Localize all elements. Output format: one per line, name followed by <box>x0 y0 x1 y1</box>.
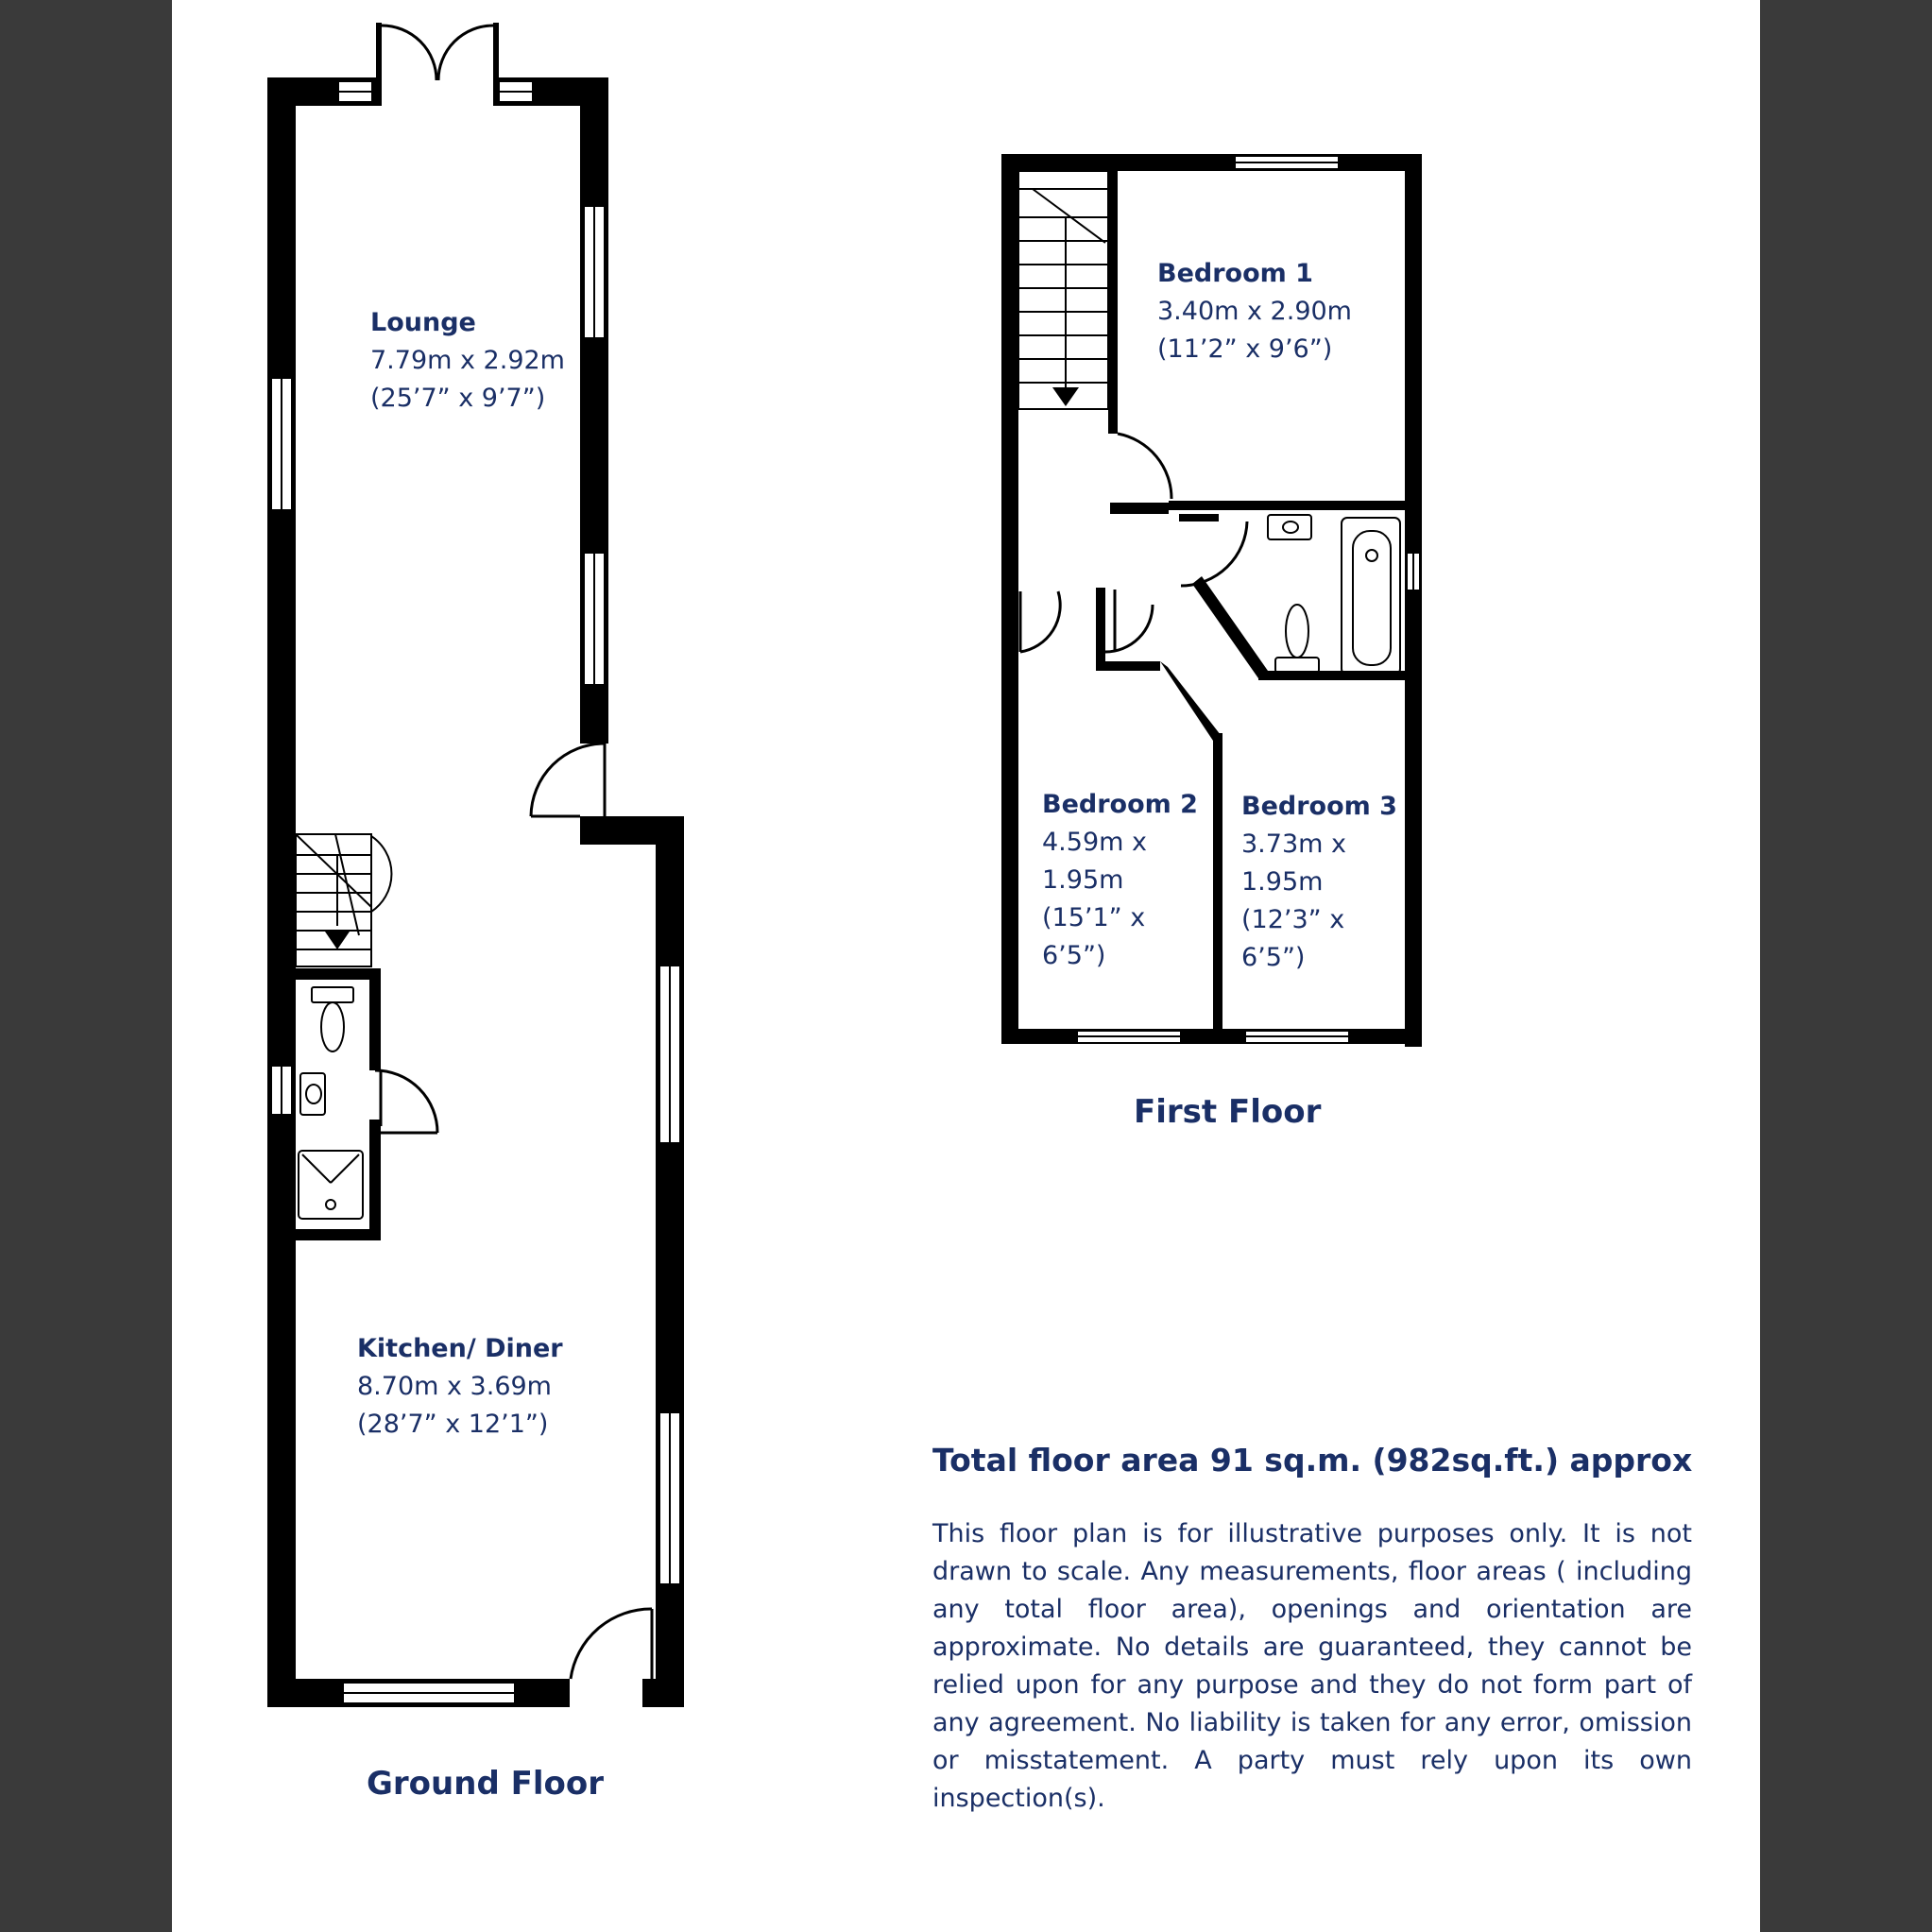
kitchen-diner-name: Kitchen/ Diner <box>357 1334 563 1363</box>
bedroom-3-name: Bedroom 3 <box>1241 792 1397 821</box>
bedroom-2-line-1: 4.59m x <box>1042 828 1147 857</box>
first-floor-stairs <box>1018 171 1108 409</box>
bedroom-3-line-1: 3.73m x <box>1241 829 1346 859</box>
bedroom-2-line-4: 6’5”) <box>1042 941 1106 970</box>
first-floor-stairs-arrow-down-icon <box>1052 387 1079 406</box>
wc-fixtures <box>299 987 363 1219</box>
first-floor-doors <box>1020 434 1247 652</box>
bedroom-1-line-1: 3.40m x 2.90m <box>1157 297 1352 326</box>
bedroom-2-name: Bedroom 2 <box>1042 790 1198 819</box>
bedroom-2-label <box>1042 786 1198 975</box>
stairs-arrow-down-icon <box>325 932 350 949</box>
bedroom-3-line-4: 6’5”) <box>1241 943 1306 972</box>
ground-floor-caption: Ground Floor <box>367 1765 604 1803</box>
kitchen-diner-label <box>357 1330 563 1444</box>
bedroom-2-line-2: 1.95m <box>1042 865 1124 895</box>
lounge-label <box>370 304 565 418</box>
bedroom-2-line-3: (15’1” x <box>1042 903 1146 932</box>
lounge-metric: 7.79m x 2.92m <box>370 346 565 375</box>
kitchen-diner-imperial: (28’7” x 12’1”) <box>357 1410 549 1439</box>
bedroom-1-line-2: (11’2” x 9’6”) <box>1157 334 1333 364</box>
bedroom-3-label <box>1241 788 1397 977</box>
ground-floor-walls <box>267 23 684 1707</box>
bedroom-3-line-3: (12’3” x <box>1241 905 1345 934</box>
disclaimer-text: This floor plan is for illustrative purposes only. It is not drawn to scale. Any measurements, floor areas ( including any total floor area), openings and orientation are approximate. No details are guaranteed, they cannot be relied upon for any purpose and they do not form part of any agreement. No liability is taken for any error, omission or misstatement. A party must rely upon its own inspection(s). <box>932 1519 1692 1813</box>
bedroom-1-name: Bedroom 1 <box>1157 259 1313 288</box>
ground-floor-stairs <box>296 834 391 966</box>
bedroom-3-line-2: 1.95m <box>1241 867 1324 897</box>
bathroom-fixtures <box>1268 515 1400 675</box>
first-floor-caption: First Floor <box>1134 1093 1322 1131</box>
lounge-name: Lounge <box>370 308 476 337</box>
total-floor-area: Total floor area 91 sq.m. (982sq.ft.) approx <box>932 1442 1693 1479</box>
lounge-imperial: (25’7” x 9’7”) <box>370 384 546 413</box>
bedroom-1-label <box>1157 255 1352 368</box>
kitchen-diner-metric: 8.70m x 3.69m <box>357 1372 552 1401</box>
